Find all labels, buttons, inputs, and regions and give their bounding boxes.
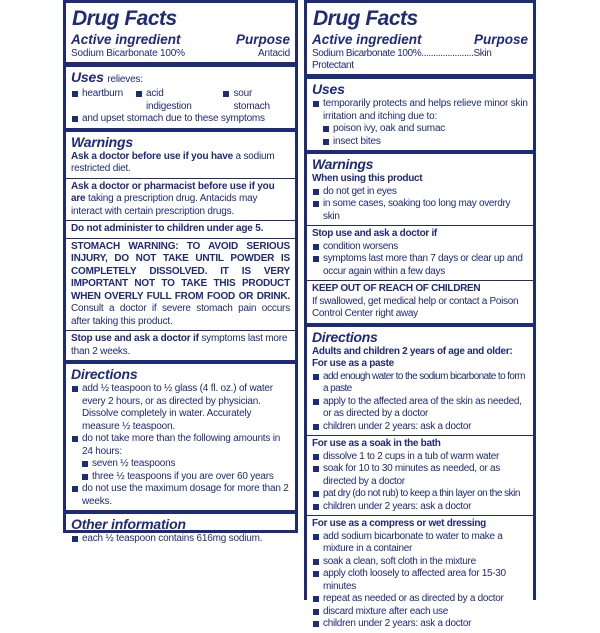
list-item: and upset stomach due to these symptoms (71, 113, 290, 126)
other-information-heading: Other information (71, 516, 186, 532)
divider (307, 225, 533, 226)
list-item: children under 2 years: ask a doctor (312, 501, 528, 514)
uses-section (307, 75, 533, 150)
bullet-icon (72, 91, 78, 97)
ask-pharmacist-text: Ask a doctor or pharmacist before use if you are taking a prescription drug. Antacids may interact with certain prescription drugs. (71, 180, 275, 217)
warnings-section (66, 128, 295, 361)
uses-heading: Uses relieves: (71, 69, 143, 85)
purpose-label: Purpose (235, 32, 290, 47)
directions-heading: Directions (312, 328, 378, 345)
compress-heading: For use as a compress or wet dressing (312, 518, 486, 529)
divider (66, 178, 295, 179)
directions-section (66, 360, 295, 510)
list-item: children under 2 years: ask a doctor (312, 421, 528, 434)
bullet-icon (313, 609, 319, 615)
bullet-icon (72, 116, 78, 122)
bullet-icon (136, 91, 142, 97)
drug-facts-panel-antacid (63, 0, 298, 544)
active-ingredient-header (307, 32, 533, 48)
active-ingredient-header (66, 32, 295, 48)
panel-title: Drug Facts (72, 7, 177, 30)
warnings-heading: Warnings (312, 156, 374, 172)
drug-facts-panel-skin-protectant (304, 0, 536, 629)
bullet-icon (323, 139, 329, 145)
list-item: insect bites (312, 136, 528, 149)
list-item: repeat as needed or as directed by a doctor (312, 593, 528, 606)
directions-heading: Directions (71, 366, 138, 382)
children-warning: Do not administer to children under age 5. (71, 223, 264, 234)
bullet-icon (313, 374, 319, 380)
bullet-icon (313, 201, 319, 207)
bullet-icon (313, 244, 319, 250)
uses-section (66, 63, 295, 128)
uses-relieves: relieves: (107, 74, 143, 85)
list-item: discard mixture after each use (312, 606, 528, 619)
stomach-warning: STOMACH WARNING: TO AVOID SERIOUS INJURY, DO NOT TAKE UNTIL POWDER IS COMPLETELY DISSOLVED. IT IS VERY IMPORTANT NOT TO TAKE THIS PRODUCT WHEN OVERLY FULL FROM FOOD OR DRINK. Consult a doctor if severe stomach pain occurs after taking this product. (71, 240, 290, 327)
list-item: temporarily protects and helps relieve minor skin irritation and itching due to: (312, 98, 528, 123)
bullet-icon (313, 504, 319, 510)
list-item: symptoms last more than 7 days or clear up and occur again within a few days (312, 253, 528, 278)
list-item: sour stomach (222, 88, 290, 113)
bullet-icon (313, 454, 319, 460)
bullet-icon (313, 256, 319, 262)
list-item: poison ivy, oak and sumac (312, 123, 528, 136)
warnings-section (307, 150, 533, 323)
ingredient-purpose: Antacid (258, 48, 290, 59)
list-item: three ½ teaspoons if you are over 60 years (71, 471, 290, 484)
bullet-icon (313, 534, 319, 540)
other-information-section (66, 510, 295, 548)
divider (66, 220, 295, 221)
bullet-icon (82, 461, 88, 467)
purpose-label: Purpose (473, 32, 528, 47)
list-item: dissolve 1 to 2 cups in a tub of warm water (312, 451, 528, 464)
ingredient-name: Sodium Bicarbonate 100% (71, 48, 185, 59)
divider (66, 330, 295, 331)
bullet-icon (313, 491, 319, 497)
soak-heading: For use as a soak in the bath (312, 438, 441, 449)
list-item: soak a clean, soft cloth in the mixture (312, 556, 528, 569)
list-item: apply to the affected area of the skin as needed, or as directed by a doctor (312, 396, 528, 421)
divider (66, 238, 295, 239)
adults-heading: Adults and children 2 years of age and older: (312, 345, 513, 357)
ingredient-row (307, 48, 533, 75)
list-item: heartburn (71, 88, 123, 113)
active-ingredient-label: Active ingredient (71, 32, 181, 47)
bullet-icon (223, 91, 229, 97)
stop-use-text: Stop use and ask a doctor if symptoms last more than 2 weeks. (71, 333, 288, 357)
bullet-icon (313, 559, 319, 565)
list-item: each ½ teaspoon contains 616mg sodium. (71, 533, 290, 546)
list-item: do not use the maximum dosage for more than 2 weeks. (71, 483, 290, 508)
bullet-icon (313, 101, 319, 107)
list-item: soak for 10 to 30 minutes as needed, or as directed by a doctor (312, 463, 528, 488)
when-using-heading: When using this product (312, 173, 423, 184)
list-item: add sodium bicarbonate to water to make a mixture in a container (312, 531, 528, 556)
bullet-icon (313, 596, 319, 602)
bullet-icon (82, 474, 88, 480)
keep-out-heading: KEEP OUT OF REACH OF CHILDREN (312, 283, 481, 294)
bullet-icon (72, 536, 78, 542)
bullet-icon (72, 486, 78, 492)
bullet-icon (72, 386, 78, 392)
keep-out-text: If swallowed, get medical help or contact a Poison Control Center right away (312, 295, 519, 319)
divider (307, 280, 533, 281)
divider (307, 515, 533, 516)
bullet-icon (323, 126, 329, 132)
ask-doctor-text: Ask a doctor before use if you have a sodium restricted diet. (71, 150, 275, 174)
bullet-icon (313, 571, 319, 577)
list-item: condition worsens (312, 241, 528, 254)
panel-title: Drug Facts (313, 7, 418, 30)
bullet-icon (313, 621, 319, 627)
list-item: children under 2 years: ask a doctor (312, 618, 528, 631)
list-item: do not get in eyes (312, 186, 528, 199)
list-item: acid indigestion (135, 88, 210, 113)
list-item: do not take more than the following amounts in 24 hours: (71, 433, 290, 458)
list-item: seven ½ teaspoons (71, 458, 290, 471)
bullet-icon (313, 466, 319, 472)
divider (307, 435, 533, 436)
warnings-heading: Warnings (71, 133, 133, 150)
list-item: pat dry (do not rub) to keep a thin layer on the skin (312, 488, 528, 501)
bullet-icon (313, 189, 319, 195)
directions-section (307, 323, 533, 633)
bullet-icon (313, 424, 319, 430)
ingredient-row (66, 48, 295, 63)
list-item: apply cloth loosely to affected area for 15-30 minutes (312, 568, 528, 593)
bullet-icon (72, 436, 78, 442)
uses-row (71, 88, 290, 113)
list-item: in some cases, soaking too long may overdry skin (312, 198, 528, 223)
stop-use-heading: Stop use and ask a doctor if (312, 228, 437, 239)
list-item: add enough water to the sodium bicarbonate to form a paste (312, 371, 528, 396)
active-ingredient-label: Active ingredient (312, 32, 422, 47)
ingredient-line: Sodium Bicarbonate 100%......................Skin Protectant (312, 48, 492, 71)
bullet-icon (313, 399, 319, 405)
uses-heading: Uses (312, 81, 345, 97)
list-item: add ½ teaspoon to ½ glass (4 fl. oz.) of water every 2 hours, or as directed by physician. Dissolve completely in water. Accurately measure ½ teaspoon. (71, 383, 290, 433)
paste-heading: For use as a paste (312, 358, 394, 369)
